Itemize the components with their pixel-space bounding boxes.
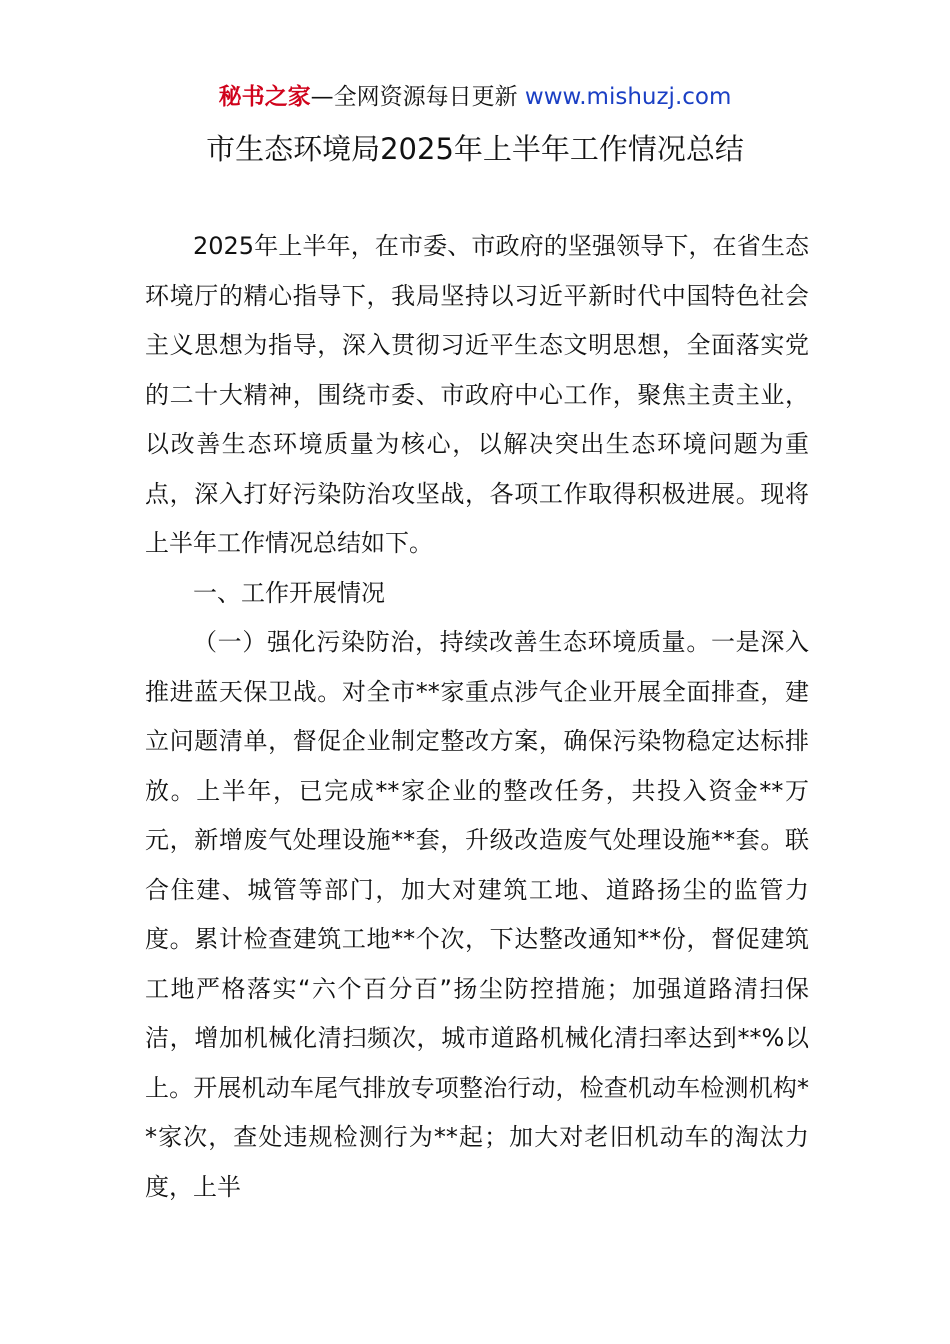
site-brand: 秘书之家 bbox=[218, 84, 311, 110]
site-tagline: —全网资源每日更新 bbox=[310, 84, 525, 110]
intro-paragraph: 2025年上半年，在市委、市政府的坚强领导下，在省生态环境厅的精心指导下，我局坚持以习近平新时代中国特色社会主义思想为指导，深入贯彻习近平生态文明思想，全面落实党的二十大精神，围绕市委、市政府中心工作，聚焦主责主业，以改善生态环境质量为核心，以解决突出生态环境问题为重点，深入打好污染防治攻坚战，各项工作取得积极进展。现将上半年工作情况总结如下。 bbox=[145, 232, 809, 557]
section-heading: 一、工作开展情况 bbox=[193, 578, 385, 607]
site-url-link[interactable]: www.mishuzj.com bbox=[524, 84, 732, 110]
body-paragraph: （一）强化污染防治，持续改善生态环境质量。一是深入推进蓝天保卫战。对全市**家重点涉气企业开展全面排查，建立问题清单，督促企业制定整改方案，确保污染物稳定达标排放。上半年，已完成**家企业的整改任务，共投入资金**万元，新增废气处理设施**套，升级改造废气处理设施**套。联合住建、城管等部门，加大对建筑工地、道路扬尘的监管力度。累计检查建筑工地**个次，下达整改通知**份，督促建筑工地严格落实“六个百分百”扬尘防控措施；加强道路清扫保洁，增加机械化清扫频次，城市道路机械化清扫率达到**%以上。开展机动车尾气排放专项整治行动，检查机动车检测机构**家次，查处违规检测行为**起；加大对老旧机动车的淘汰力度，上半 bbox=[145, 628, 809, 1201]
site-header bbox=[0, 80, 950, 114]
document-title: 市生态环境局2025年上半年工作情况总结 bbox=[206, 132, 744, 166]
document-body bbox=[145, 222, 809, 1212]
